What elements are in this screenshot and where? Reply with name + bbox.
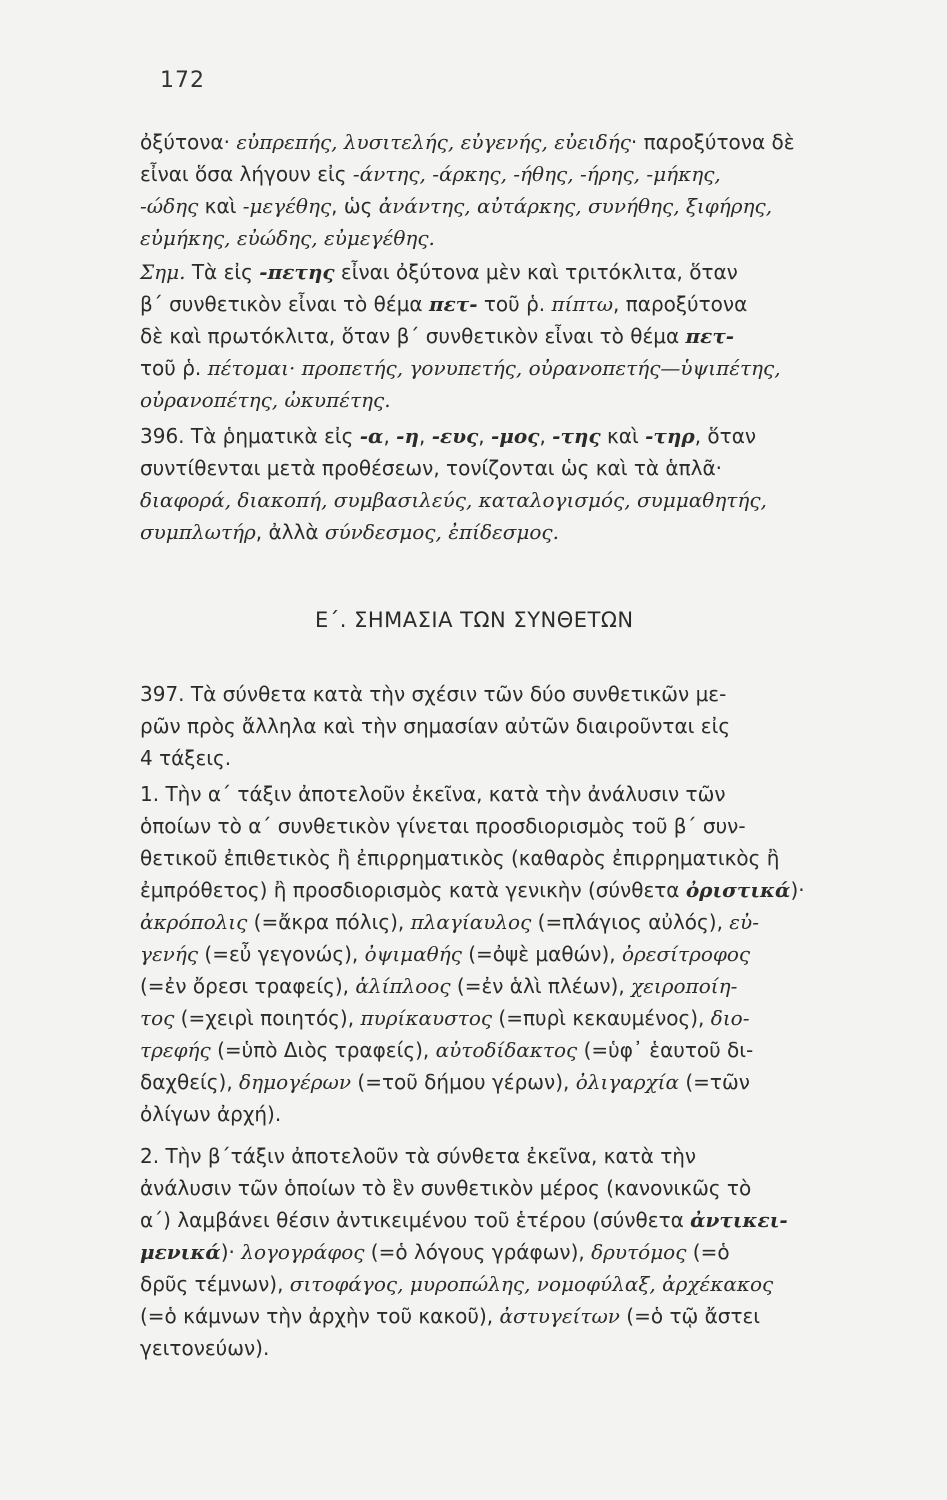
text-run: καὶ bbox=[198, 194, 243, 218]
text-run: (=πυρὶ κεκαυμένος), bbox=[492, 1006, 711, 1030]
text-run: (=ἐν ὄρεσι τραφείς), bbox=[140, 974, 356, 998]
italic-term: πυρίκαυστος bbox=[360, 1006, 493, 1030]
text-run: β΄ συνθετικὸν εἶναι τὸ θέμα bbox=[140, 292, 429, 316]
text-line bbox=[140, 940, 750, 968]
text-run: Τὰ εἰς bbox=[185, 260, 260, 284]
text-run: (=ἄκρα πόλις), bbox=[247, 910, 411, 934]
text-run: εἶναι ὅσα λήγουν εἰς bbox=[140, 162, 353, 186]
italic-term: συμπλωτήρ bbox=[140, 520, 256, 544]
italic-term: Σημ. bbox=[140, 260, 186, 284]
bold-italic-term: -ευς bbox=[431, 424, 479, 448]
italic-term: δρυτόμος bbox=[591, 1240, 687, 1264]
text-run: (=ὁ τῷ ἄστει bbox=[619, 1304, 761, 1328]
text-run: εἶναι ὀξύτονα μὲν καὶ τριτόκλιτα, ὅταν bbox=[334, 260, 738, 284]
text-line bbox=[140, 454, 722, 482]
italic-term: ἀστυγείτων bbox=[499, 1304, 620, 1328]
text-run: α΄) λαμβάνει θέσιν ἀντικειμένου τοῦ ἑτέρου (σύνθετα bbox=[140, 1208, 691, 1232]
text-run: , ὡς bbox=[331, 194, 379, 218]
text-run: , παροξύτονα bbox=[613, 292, 748, 316]
italic-term: ὀρεσίτροφος bbox=[622, 942, 751, 966]
italic-term: γενής bbox=[140, 942, 199, 966]
text-line bbox=[140, 1238, 730, 1266]
italic-term: τρεφής bbox=[140, 1038, 211, 1062]
text-line bbox=[140, 712, 730, 740]
text-line bbox=[140, 972, 737, 1000]
text-run: (=τοῦ δήμου γέρων), bbox=[351, 1070, 576, 1094]
text-run: τοῦ ῥ. bbox=[140, 356, 208, 380]
text-run: )· bbox=[220, 1240, 242, 1264]
text-line bbox=[140, 518, 559, 546]
text-run: καὶ bbox=[600, 424, 646, 448]
text-run: ὀλίγων ἀρχή). bbox=[140, 1102, 282, 1126]
text-run: συντίθενται μετὰ προθέσεων, τονίζονται ὡς καὶ τὰ ἁπλᾶ· bbox=[140, 456, 723, 480]
page-number: 172 bbox=[160, 68, 205, 93]
text-run: , bbox=[383, 424, 397, 448]
text-line bbox=[140, 1270, 773, 1298]
text-run: ρῶν πρὸς ἄλληλα καὶ τὴν σημασίαν αὐτῶν διαιροῦνται εἰς bbox=[140, 714, 731, 738]
text-line bbox=[140, 844, 779, 872]
text-run: (=ὑφ᾽ ἑαυτοῦ δι- bbox=[577, 1038, 754, 1062]
text-run: , ἀλλὰ bbox=[255, 520, 325, 544]
text-line bbox=[140, 1004, 749, 1032]
text-run: γειτονεύων). bbox=[140, 1336, 270, 1360]
text-run: , bbox=[419, 424, 432, 448]
italic-term: δημογέρων bbox=[239, 1070, 352, 1094]
bold-italic-term: -α bbox=[359, 424, 384, 448]
text-run: (=ὑπὸ Διὸς τραφείς), bbox=[210, 1038, 436, 1062]
text-line bbox=[140, 354, 781, 382]
text-run: δαχθείς), bbox=[140, 1070, 240, 1094]
text-run: ὁποίων τὸ α΄ συνθετικὸν γίνεται προσδιορισμὸς τοῦ β΄ συν- bbox=[140, 814, 746, 838]
italic-term: -άντης, -άρκης, -ήθης, -ήρης, -μήκης, bbox=[352, 162, 721, 186]
italic-term: πλαγίαυλος bbox=[410, 910, 532, 934]
text-run: τοῦ ῥ. bbox=[477, 292, 552, 316]
bold-italic-term: -η bbox=[396, 424, 420, 448]
text-run: (=χειρὶ ποιητός), bbox=[174, 1006, 361, 1030]
text-line bbox=[140, 1302, 760, 1330]
text-run: , bbox=[478, 424, 491, 448]
text-line bbox=[140, 1206, 788, 1234]
text-line bbox=[140, 160, 721, 188]
text-run: (=ὁ bbox=[686, 1240, 730, 1264]
text-line bbox=[140, 1334, 269, 1362]
text-line bbox=[140, 128, 795, 156]
text-line bbox=[140, 1100, 281, 1128]
text-run: ἐμπρόθετος) ἢ προσδιορισμὸς κατὰ γενικὴν (σύνθετα bbox=[140, 878, 686, 902]
text-run: (=πλάγιος αὐλός), bbox=[531, 910, 730, 934]
text-line bbox=[140, 1174, 751, 1202]
text-run: (=τῶν bbox=[679, 1070, 750, 1094]
text-run: 4 τάξεις. bbox=[140, 746, 232, 770]
text-run: δὲ καὶ πρωτόκλιτα, ὅταν β΄ συνθετικὸν εἶναι τὸ θέμα bbox=[140, 324, 686, 348]
text-run: 1. Τὴν α΄ τάξιν ἀποτελοῦν ἐκεῖνα, κατὰ τὴν ἀνάλυσιν τῶν bbox=[140, 782, 726, 806]
text-run: (=ὀψὲ μαθών), bbox=[461, 942, 622, 966]
text-run: 397. Τὰ σύνθετα κατὰ τὴν σχέσιν τῶν δύο συνθετικῶν με- bbox=[140, 682, 727, 706]
text-line bbox=[140, 422, 756, 450]
text-line bbox=[140, 290, 747, 318]
italic-term: διο- bbox=[710, 1006, 750, 1030]
text-line bbox=[140, 744, 231, 772]
italic-term: εὐμήκης, εὐώδης, εὐμεγέθης. bbox=[140, 226, 435, 250]
text-run: · παροξύτονα δὲ bbox=[630, 130, 795, 154]
text-run: (=ὁ λόγους γράφων), bbox=[364, 1240, 592, 1264]
bold-italic-term: ἀντικει- bbox=[690, 1208, 788, 1232]
text-run: )· bbox=[790, 878, 805, 902]
text-run: ἀνάλυσιν τῶν ὁποίων τὸ ἓν συνθετικὸν μέρος (κανονικῶς τὸ bbox=[140, 1176, 752, 1200]
text-run: 2. Τὴν β΄τάξιν ἀποτελοῦν τὰ σύνθετα ἐκεῖνα, κατὰ τὴν bbox=[140, 1144, 697, 1168]
text-line bbox=[140, 258, 738, 286]
bold-italic-term: πετ- bbox=[428, 292, 478, 316]
text-run: θετικοῦ ἐπιθετικὸς ἢ ἐπιρρηματικὸς (καθαρὸς ἐπιρρηματικὸς ἢ bbox=[140, 846, 780, 870]
text-line bbox=[140, 1068, 750, 1096]
italic-term: τος bbox=[140, 1006, 175, 1030]
bold-italic-term: -πετης bbox=[259, 260, 335, 284]
text-line bbox=[140, 192, 772, 220]
text-run: ὀξύτονα· bbox=[140, 130, 237, 154]
italic-term: οὐρανοπέτης, ὠκυπέτης. bbox=[140, 388, 391, 412]
italic-term: εὐ- bbox=[729, 910, 759, 934]
text-run: , ὅταν bbox=[694, 424, 757, 448]
bold-italic-term: -της bbox=[552, 424, 601, 448]
text-run: (=εὖ γεγονώς), bbox=[198, 942, 365, 966]
text-run: , bbox=[539, 424, 553, 448]
section-heading: Ε΄. ΣΗΜΑΣΙΑ ΤΩΝ ΣΥΝΘΕΤΩΝ bbox=[315, 608, 634, 632]
bold-italic-term: ὀριστικά bbox=[685, 878, 791, 902]
italic-term: ὀλιγαρχία bbox=[575, 1070, 679, 1094]
bold-italic-term: μενικά bbox=[140, 1240, 221, 1264]
bold-italic-term: πετ- bbox=[685, 324, 735, 348]
italic-term: εὐπρεπής, λυσιτελής, εὐγενής, εὐειδής bbox=[236, 130, 631, 154]
text-run: (=ἐν ἁλὶ πλέων), bbox=[450, 974, 632, 998]
text-line bbox=[140, 224, 435, 252]
italic-term: σύνδεσμος, ἐπίδεσμος. bbox=[324, 520, 559, 544]
bold-italic-term: -μος bbox=[490, 424, 540, 448]
text-line bbox=[140, 812, 746, 840]
italic-term: ὀψιμαθής bbox=[364, 942, 462, 966]
italic-term: χειροποίη- bbox=[631, 974, 738, 998]
italic-term: ἀκρόπολις bbox=[140, 910, 248, 934]
text-run: δρῦς τέμνων), bbox=[140, 1272, 290, 1296]
italic-term: -ώδης bbox=[140, 194, 199, 218]
text-line bbox=[140, 486, 767, 514]
italic-term: -μεγέθης bbox=[242, 194, 332, 218]
italic-term: πέτομαι· προπετής, γονυπετής, οὐρανοπετής—ὑψιπέτης, bbox=[207, 356, 781, 380]
text-line bbox=[140, 322, 734, 350]
italic-term: ἁλίπλοος bbox=[355, 974, 451, 998]
italic-term: πίπτω bbox=[551, 292, 614, 316]
text-line bbox=[140, 780, 726, 808]
italic-term: σιτοφάγος, μυροπώλης, νομοφύλαξ, ἀρχέκακος bbox=[289, 1272, 774, 1296]
text-line bbox=[140, 1142, 696, 1170]
text-run: 396. Τὰ ῥηματικὰ εἰς bbox=[140, 424, 360, 448]
italic-term: λογογράφος bbox=[241, 1240, 365, 1264]
italic-term: αὐτοδίδακτος bbox=[435, 1038, 578, 1062]
text-run: (=ὁ κάμνων τὴν ἀρχὴν τοῦ κακοῦ), bbox=[140, 1304, 500, 1328]
text-line bbox=[140, 1036, 753, 1064]
italic-term: διαφορά, διακοπή, συμβασιλεύς, καταλογισμός, συμμαθητής, bbox=[140, 488, 767, 512]
text-line bbox=[140, 386, 391, 414]
bold-italic-term: -τηρ bbox=[645, 424, 695, 448]
text-line bbox=[140, 876, 805, 904]
italic-term: ἀνάντης, αὐτάρκης, συνήθης, ξιφήρης, bbox=[378, 194, 773, 218]
text-line bbox=[140, 680, 726, 708]
text-line bbox=[140, 908, 759, 936]
